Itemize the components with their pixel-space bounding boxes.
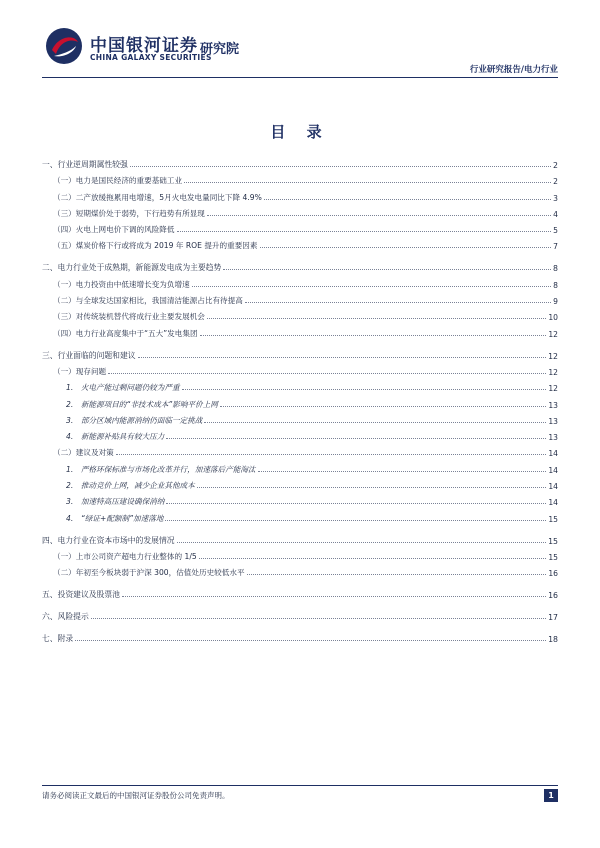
toc-entry-title: （二）与全球发达国家相比，我国清洁能源占比有待提高: [53, 296, 243, 306]
toc-entry-title: （一）现存问题: [53, 366, 107, 376]
toc-entry[interactable]: [42, 428, 558, 444]
toc-entry-page: 15: [548, 514, 558, 524]
toc-leader-dots: [223, 269, 551, 270]
toc-entry-title: 3. 部分区域内能源消纳仍面临一定挑战: [66, 415, 203, 425]
toc-entry-page: 12: [548, 367, 558, 377]
toc-entry-page: 14: [548, 482, 558, 492]
brand-name-en: CHINA GALAXY SECURITIES: [90, 53, 212, 62]
toc-leader-dots: [116, 454, 547, 455]
toc-leader-dots: [200, 335, 547, 336]
toc-entry-page: 12: [548, 384, 558, 394]
toc-entry-title: （四）电力行业高度集中于“五大”发电集团: [53, 328, 198, 338]
toc-entry-title: （三）短期煤价处于弱势，下行趋势有所显现: [53, 208, 205, 218]
toc-leader-dots: [207, 318, 546, 319]
toc-entry-title: （五）煤炭价格下行或将成为 2019 年 ROE 提升的重要因素: [53, 241, 258, 251]
toc-entry-page: 2: [553, 161, 558, 170]
toc-leader-dots: [245, 302, 551, 303]
toc-entry-title: 2. 推动竞价上网，减少企业其他成本: [66, 481, 195, 491]
toc-entry[interactable]: [42, 526, 558, 548]
footer-divider: [42, 785, 558, 786]
toc-entry[interactable]: [42, 221, 558, 237]
toc-entry-title: 二、电力行业处于成熟期，新能源发电成为主要趋势: [42, 263, 222, 273]
toc-entry[interactable]: [42, 509, 558, 525]
toc-leader-dots: [247, 574, 547, 575]
toc-entry-page: 17: [548, 613, 558, 623]
toc-entry-title: 1. 严格环保标准与市场化改革并行，加速落后产能淘汰: [66, 464, 256, 474]
toc-leader-dots: [166, 503, 546, 504]
footer-disclaimer: 请务必阅读正文最后的中国银河证券股份公司免责声明。: [42, 791, 230, 800]
toc-entry-title: 七、附录: [42, 634, 74, 644]
toc-entry-title: 2. 新能源项目的“非技术成本”影响平价上网: [66, 399, 218, 409]
toc-entry-title: 六、风险提示: [42, 612, 89, 622]
toc-entry-page: 2: [553, 177, 558, 187]
toc-title: 目 录: [270, 123, 330, 141]
toc-entry-page: 9: [553, 297, 558, 307]
toc-leader-dots: [204, 422, 546, 423]
header-divider: [42, 77, 558, 78]
brand-name-cn: 中国银河证券: [90, 36, 198, 56]
toc-leader-dots: [264, 199, 551, 200]
toc-leader-dots: [108, 373, 546, 374]
toc-leader-dots: [122, 596, 546, 597]
toc-entry[interactable]: [42, 324, 558, 340]
toc-leader-dots: [184, 182, 551, 183]
toc-entry[interactable]: [42, 493, 558, 509]
toc-entry[interactable]: [42, 150, 558, 172]
brand-subtitle: 研究院: [200, 42, 240, 57]
toc-leader-dots: [182, 389, 547, 390]
toc-entry[interactable]: [42, 602, 558, 624]
toc-entry-page: 16: [548, 591, 558, 601]
toc-leader-dots: [91, 618, 546, 619]
toc-leader-dots: [197, 487, 547, 488]
page-header: [0, 0, 600, 82]
toc-entry-title: 4. 新能源补贴具有较大压力: [66, 432, 165, 442]
toc-entry-title: 4. “绿证+配额制”加速落地: [66, 513, 164, 523]
china-galaxy-logo-icon: [44, 26, 84, 66]
toc-leader-dots: [258, 471, 547, 472]
toc-entry-title: （四）火电上网电价下调的风险降低: [53, 225, 175, 235]
toc-entry-page: 8: [553, 264, 558, 274]
toc-entry-page: 12: [548, 351, 558, 361]
toc-entry-page: 18: [548, 635, 558, 645]
toc-entry-page: 12: [548, 329, 558, 339]
toc-entry-page: 4: [553, 209, 558, 219]
toc-entry-title: 一、行业逆周期属性较强: [42, 160, 128, 169]
toc-leader-dots: [260, 247, 552, 248]
toc-entry-page: 8: [553, 280, 558, 290]
toc-entry[interactable]: [42, 580, 558, 602]
toc-entry[interactable]: [42, 412, 558, 428]
toc-entry[interactable]: [42, 444, 558, 460]
toc-entry[interactable]: [42, 172, 558, 188]
toc-entry-page: 5: [553, 226, 558, 236]
page-number: 1: [544, 789, 558, 802]
toc-entry-page: 15: [548, 552, 558, 562]
toc-leader-dots: [75, 640, 546, 641]
toc-entry-title: 五、投资建议及股票池: [42, 590, 120, 600]
toc-entry-page: 16: [548, 569, 558, 579]
toc-entry-page: 13: [548, 416, 558, 426]
toc-entry-title: （三）对传统装机替代将成行业主要发展机会: [53, 312, 205, 322]
toc-entry[interactable]: [42, 624, 558, 646]
toc-entry-page: 15: [548, 536, 558, 546]
toc-entry-title: 四、电力行业在资本市场中的发展情况: [42, 535, 175, 545]
toc-entry[interactable]: [42, 564, 558, 580]
toc-leader-dots: [130, 166, 551, 167]
toc-entry[interactable]: [42, 395, 558, 411]
toc-entry-page: 14: [548, 465, 558, 475]
toc-entry-page: 13: [548, 400, 558, 410]
toc-entry-page: 7: [553, 242, 558, 252]
toc-entry[interactable]: [42, 292, 558, 308]
toc-entry-title: （二）年初至今板块弱于沪深 300，估值处历史较低水平: [53, 568, 245, 578]
toc-entry[interactable]: [42, 275, 558, 291]
toc-entry-title: （一）上市公司资产超电力行业整体的 1/5: [53, 551, 197, 561]
toc-entry-page: 13: [548, 433, 558, 443]
toc-entry-title: 3. 加速特高压建设确保消纳: [66, 497, 165, 507]
toc-leader-dots: [177, 231, 552, 232]
toc-entry[interactable]: [42, 237, 558, 253]
toc-leader-dots: [192, 286, 551, 287]
toc-entry[interactable]: [42, 460, 558, 476]
toc-entry[interactable]: [42, 379, 558, 395]
report-type: 行业研究报告/电力行业: [469, 65, 558, 75]
toc-entry-page: 10: [548, 313, 558, 323]
toc-leader-dots: [220, 406, 547, 407]
toc-leader-dots: [177, 542, 547, 543]
toc-entry-title: （二）建议及对策: [53, 448, 114, 458]
toc-entry-title: （一）电力投资由中低速增长变为负增速: [53, 279, 190, 289]
toc-entry-title: （二）二产放缓拖累用电增速，5月火电发电量同比下降 4.9%: [53, 192, 262, 202]
toc-leader-dots: [138, 357, 547, 358]
toc-entry[interactable]: [42, 308, 558, 324]
toc-entry-title: 三、行业面临的问题和建议: [42, 350, 136, 360]
toc-entry-title: （一）电力是国民经济的重要基础工业: [53, 176, 183, 186]
toc-entry-page: 14: [548, 498, 558, 508]
toc-leader-dots: [166, 438, 546, 439]
toc-entry[interactable]: [42, 341, 558, 363]
toc-entry[interactable]: [42, 188, 558, 204]
toc-leader-dots: [165, 520, 546, 521]
toc-leader-dots: [199, 558, 547, 559]
toc-entry[interactable]: [42, 253, 558, 275]
table-of-contents: [42, 150, 558, 646]
toc-entry-title: 1. 火电产能过剩问题仍较为严重: [66, 383, 180, 393]
toc-entry[interactable]: [42, 205, 558, 221]
toc-entry[interactable]: [42, 477, 558, 493]
toc-entry-page: 14: [548, 449, 558, 459]
toc-entry[interactable]: [42, 363, 558, 379]
toc-entry-page: 3: [553, 193, 558, 203]
toc-entry[interactable]: [42, 548, 558, 564]
toc-leader-dots: [207, 215, 551, 216]
